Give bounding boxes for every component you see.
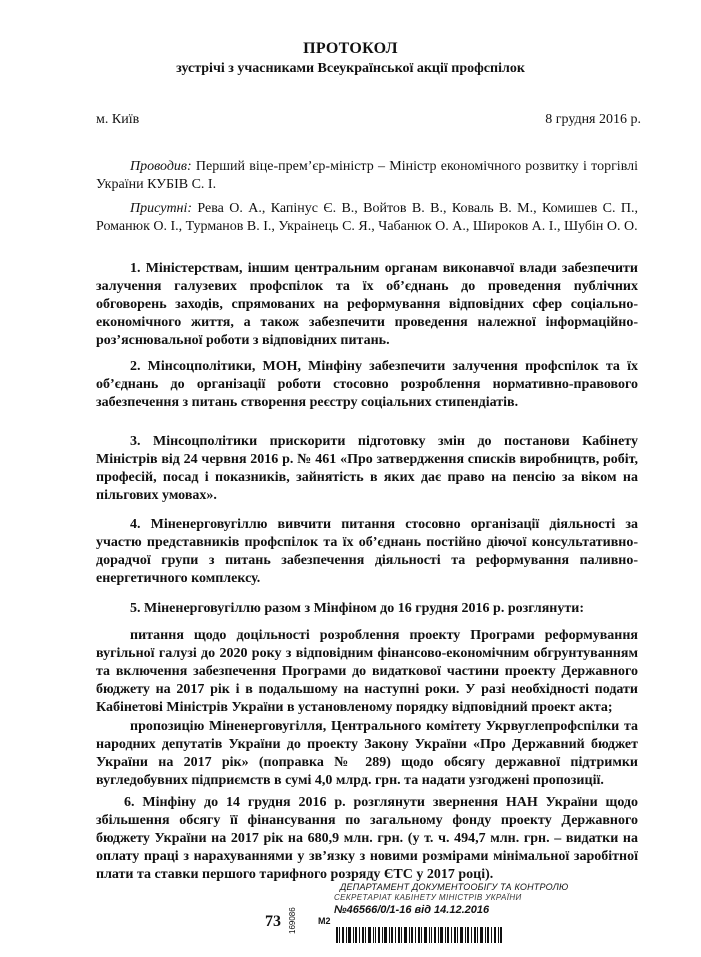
- item-5-subpoint-2: пропозицію Міненерговугілля, Центрального комітету Укрвуглепрофспілки та народних депутатів України до проекту Закону України «Про Державний бюджет України на 2017 рік» (поправка № 289) щодо обсягу державної підтримки вугледобувних підприємств в сумі 4,0 млрд. грн. та надати узгоджені пропозиції.: [96, 719, 638, 788]
- present-paragraph: [96, 200, 638, 236]
- document-title: ПРОТОКОЛ: [303, 40, 398, 57]
- registration-footer: [0, 880, 701, 957]
- chair-label: Проводив:: [130, 159, 192, 174]
- vertical-code: 169086: [288, 907, 297, 934]
- item-5-subpoint-1: питання щодо доцільності розроблення проекту Програми реформування вугільної галузі до 2020 року з відповідним фінансово-економічним обгрунтуванням та включення забезпечення Програми до видаткової частини проекту Державного бюджету на 2017 рік і в подальшому на наступні роки. У разі необхідності подати Кабінетові Міністрів України в установленому порядку відповідний проект акта;: [96, 628, 638, 715]
- item-6: 6. Мінфіну до 14 грудня 2016 р. розглянути звернення НАН України щодо збільшення обсягу її фінансування по загальному фонду проекту Державного бюджету України на 2017 рік на 680,9 млн. грн. (у т. ч. 494,7 млн. грн. – видатки на оплату праці з нарахуваннями у зв’язку з новими розмірами мінімальної заробітної плати та ставки першого тарифного розряду ЄТС у 2017 році).: [96, 795, 638, 882]
- present-text: Рева О. А., Капінус Є. В., Войтов В. В., Коваль В. М., Комишев С. П., Романюк О. І., Турманов В. І., Украінець С. Я., Чабанюк О. А., Широков А. І., Шубін О. О.: [96, 201, 638, 234]
- stamp-secretariat: СЕКРЕТАРІАТ КАБІНЕТУ МІНІСТРІВ УКРАЇНИ: [334, 893, 522, 902]
- stamp-department: ДЕПАРТАМЕНТ ДОКУМЕНТООБІГУ ТА КОНТРОЛЮ: [340, 882, 569, 892]
- chair-paragraph: [96, 158, 638, 194]
- item-5: 5. Міненерговугіллю разом з Мінфіном до 16 грудня 2016 р. розглянути:: [130, 601, 584, 616]
- item-3: 3. Мінсоцполітики прискорити підготовку змін до постанови Кабінету Міністрів від 24 червня 2016 р. № 461 «Про затвердження списків виробництв, робіт, професій, посад і показників, зайнятість в яких дає право на пенсію за віком на пільгових умовах».: [96, 434, 638, 503]
- document-subtitle: зустрічі з учасниками Всеукраїнської акції профспілок: [176, 61, 525, 76]
- page-number: 73: [265, 913, 281, 930]
- barcode-icon: [336, 927, 504, 943]
- item-4: 4. Міненерговугіллю вивчити питання стосовно організації діяльності за участю представників профспілок та їх об’єднань постійно діючої консультативно-дорадчої групи з питань забезпечення діяльності та реформування паливно-енергетичного комплексу.: [96, 517, 638, 586]
- item-1: 1. Міністерствам, іншим центральним органам виконавчої влади забезпечити залучення галузевих профспілок та їх об’єднань до проведення публічних обговорень заходів, спрямованих на реформування відповідних сфер соціально-економічного життя, а також забезпечити проведення належної інформаційно-роз’яснювальної роботи з відповідних питань.: [96, 261, 638, 348]
- stamp-registration-number: №46566/0/1-16 від 14.12.2016: [334, 904, 490, 916]
- present-label: Присутні:: [130, 201, 193, 216]
- m2-mark: М2: [318, 916, 331, 926]
- item-2: 2. Мінсоцполітики, МОН, Мінфіну забезпечити залучення профспілок та їх об’єднань до організації роботи стосовно розроблення нормативно-правового забезпечення з питань створення реєстру соціальних стипендіатів.: [96, 359, 638, 410]
- meeting-place: м. Київ: [96, 112, 140, 127]
- chair-text: Перший віце-прем’єр-міністр – Міністр економічного розвитку і торгівлі України КУБІВ С. І.: [96, 159, 638, 192]
- meeting-date: 8 грудня 2016 р.: [545, 112, 641, 127]
